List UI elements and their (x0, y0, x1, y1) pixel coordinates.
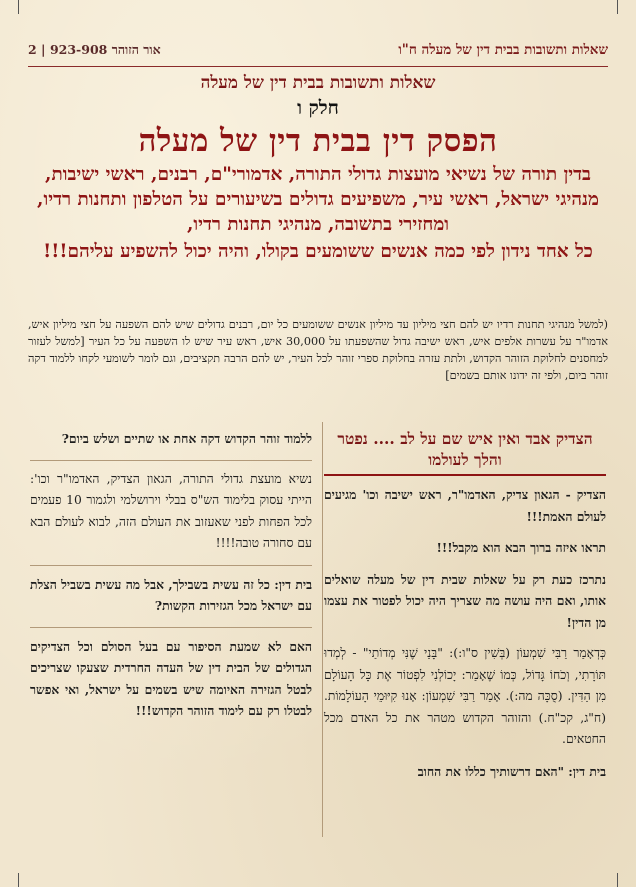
headline: בדין תורה של נשיאי מועצות גדולי התורה, אדמורי"ם, רבנים, ראשי ישיבות, מנהיגי ישראל, ראשי עיר, משפיעים גדולים בשיעורים על הטלפון ותחנות רדיו, ומחזירי בתשובה, מנהיגי תחנות רדיו, (37, 164, 599, 235)
crop-mark (18, 0, 19, 14)
right-column (324, 428, 606, 792)
paragraph: האם לא שמעת הסיפור עם בעל הסולם וכל הצדיקים הגדולים של הבית דין של העדה החרדית שצעקו שצריכים לבטל הגזירה האיומה שיש בשמים על ישראל, ואי אפשר לבטלו רק עם לימוד הזוהר הקדוש!!! (30, 638, 312, 718)
section-heading: הצדיק אבד ואין איש שם על לב .... נפטר והלך לעולמו (324, 428, 606, 476)
paragraph: בית דין: "האם דרשותיך כללו את החוב (417, 763, 606, 779)
paragraph: תראו איזה ברוך הבא הוא מקבל!!! (436, 540, 606, 555)
separator (30, 565, 312, 566)
page-title: הפסק דין בבית דין של מעלה (138, 123, 498, 159)
title-block (28, 72, 608, 264)
separator (30, 460, 312, 461)
series-title: שאלות ותשובות בבית דין של מעלה (200, 73, 436, 93)
headline-2: כל אחד נידון לפי כמה אנשים ששומעים בקולו, והיה יכול להשפיע עליהם!!! (43, 241, 593, 262)
column-divider (322, 422, 323, 837)
paragraph: נשיא מועצת גדולי התורה, הגאון הצדיק, האדמו"ר וכו': הייתי עסוק בלימוד הש"ס בבלי וירושלמי ולגמור 10 פעמים לכל הפחות לפני שאעזוב את העולם הזה, לבוא לעולם הבא עם סחורה טובה!!!! (30, 471, 313, 550)
paragraph: בית דין: כל זה עשית בשבילך, אבל מה עשית בשביל הצלת עם ישראל מכל הגזירות הקשות? (30, 576, 312, 613)
part-label: חלק ו (297, 97, 339, 119)
running-header (28, 38, 608, 67)
separator (30, 627, 312, 628)
paragraph: נתרכז כעת רק על שאלות שבית דין של מעלה שואלים אותו, ואם היה עושה מה שצריך היה יכול לפטור את עצמו מן הדין! (324, 571, 606, 630)
crop-mark (617, 873, 618, 887)
header-title: שאלות ותשובות בבית דין של מעלה ח"ו (398, 42, 608, 58)
crop-mark (18, 873, 19, 887)
crop-mark (617, 0, 618, 14)
paragraph-quote: כְּדְאָמַר רַבִּי שִׁמְעוֹן (בְּשִׁין ס"ו:): "בָּנַי שֶׁנִּי מְדוֹתַי" - לְמְדוּ תּוֹרָתִי, וְכֹחוֹ גָּדוֹל, כְּמוֹ שֶׁאָמַר: יָכוֹלְנִי לִפְטוֹר אֶת כָּל הָעוֹלָם מִן הַדִּין. (סֻכָּה מה:). אָמַר רַבִּי שִׁמְעוֹן: אָנוּ קִיּוּמֵי הָעוֹלָמוֹת. (ח"ג, קכ"ח.) והזוהר הקדוש מטהר את כל האדם מכל החטאים. (324, 646, 606, 746)
intro-paragraph: (למשל מנהיגי תחנות רדיו יש להם חצי מיליון עד מיליון אנשים ששומעים כל יום, רבנים גדולים שיש להם השפעה על חצי מיליון איש, אדמו"ר על עשרות אלפים איש, ראש ישיבה גדול שהשפעתו על 30,000 איש, ראש עיר שיש לו השפעה על כל העיר [למשל לעזור למחסנים לחלוקת הזוהר הקדוש, ולתת עזרה בחלוקת ספרי זוהר לכל העיר, יש להם הרבה תקציבים, וגם לומר לשומעי לקחו ללמוד דקה זוהר ביום, ולפי זה ידונו אותם בשמים] (28, 318, 608, 382)
left-column (30, 428, 312, 732)
paragraph: הצדיק - הגאון צדיק, האדמו"ר, ראש ישיבה וכו' מגיעים לעולם האמת!!! (324, 487, 606, 524)
paragraph: ללמוד זוהר הקדוש דקה אחת או שתיים ושלש ביום? (61, 431, 312, 446)
header-page-info: אור הזוהר 923-908 | 2 (28, 42, 161, 57)
